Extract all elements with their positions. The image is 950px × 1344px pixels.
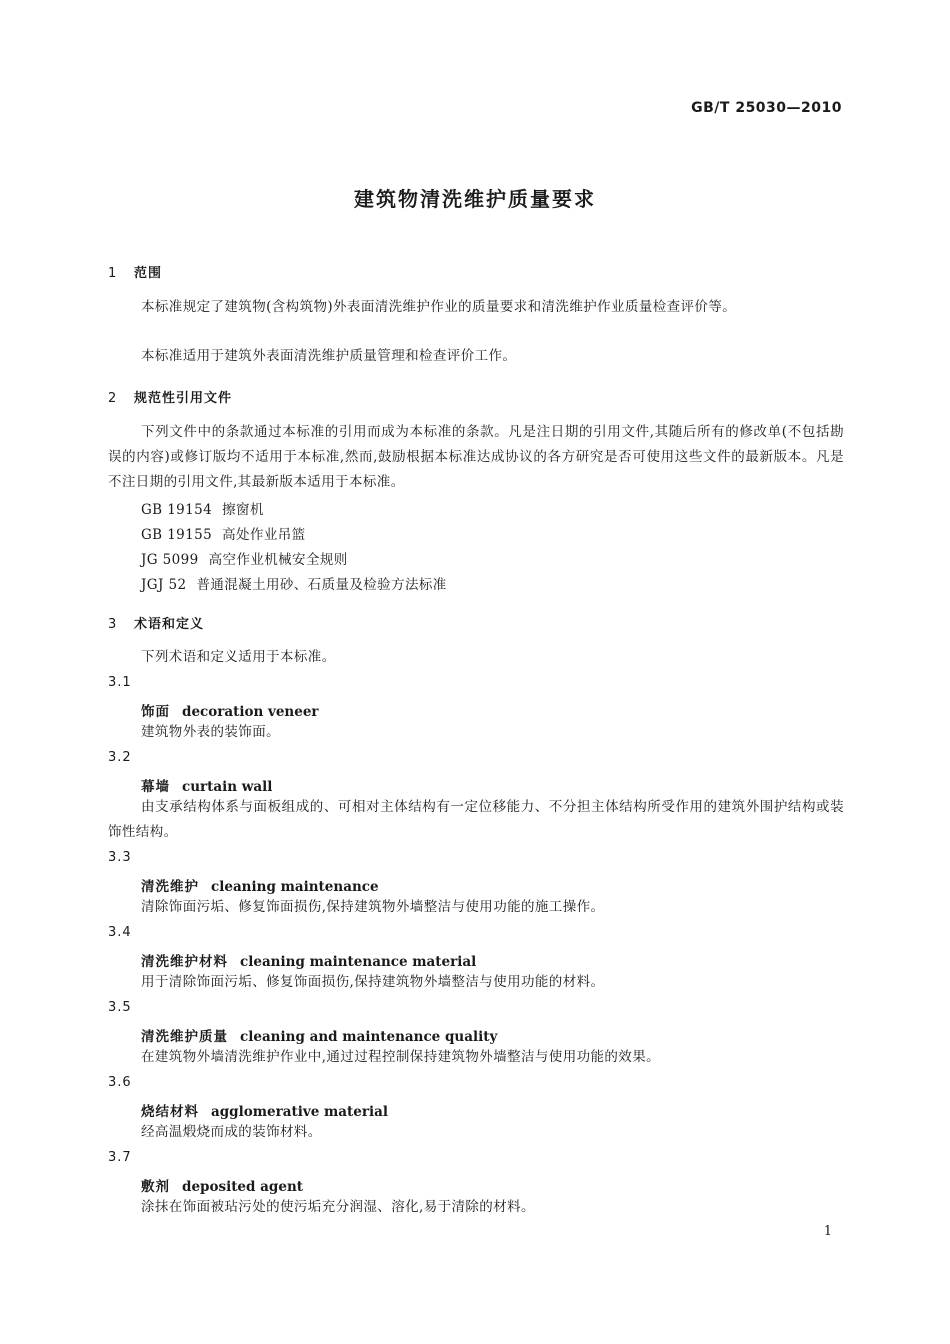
term-number: 3.7 (108, 1150, 132, 1165)
reference-name: 普通混凝土用砂、石质量及检验方法标准 (196, 577, 447, 593)
reference-code: JG 5099 (141, 552, 199, 568)
reference-item (141, 548, 348, 568)
term-number: 3.2 (108, 750, 132, 765)
term-heading (141, 700, 319, 720)
reference-name: 高处作业吊篮 (222, 527, 306, 543)
term-english: cleaning maintenance (211, 879, 379, 895)
term-english: deposited agent (182, 1179, 303, 1195)
term-english: curtain wall (182, 779, 273, 795)
section-title: 术语和定义 (134, 617, 205, 632)
term-heading (141, 1100, 388, 1120)
term-definition: 清除饰面污垢、修复饰面损伤,保持建筑物外墙整洁与使用功能的施工操作。 (141, 899, 605, 915)
term-definition: 建筑物外表的装饰面。 (141, 724, 280, 740)
term-english: cleaning maintenance material (240, 954, 477, 970)
term-definition: 经高温煅烧而成的装饰材料。 (141, 1124, 322, 1140)
term-heading (141, 875, 379, 895)
section-number: 1 (108, 266, 118, 281)
term-heading (141, 1025, 497, 1045)
term-chinese: 饰面 (141, 704, 170, 720)
term-number: 3.3 (108, 850, 132, 865)
reference-code: GB 19155 (141, 527, 213, 543)
section-3-heading (108, 613, 204, 632)
term-english: agglomerative material (211, 1104, 388, 1120)
section-1-heading (108, 262, 162, 281)
term-number: 3.1 (108, 675, 132, 690)
section-title: 规范性引用文件 (134, 391, 233, 406)
section-2-heading (108, 387, 232, 406)
term-number: 3.5 (108, 1000, 132, 1015)
term-definition: 由支承结构体系与面板组成的、可相对主体结构有一定位移能力、不分担主体结构所受作用的建筑外围护结构或装饰性结构。 (108, 799, 844, 840)
reference-item (141, 523, 306, 543)
term-heading (141, 1175, 303, 1195)
term-definition: 用于清除饰面污垢、修复饰面损伤,保持建筑物外墙整洁与使用功能的材料。 (141, 974, 605, 990)
document-title: 建筑物清洗维护质量要求 (354, 187, 596, 211)
reference-item (141, 573, 447, 593)
term-chinese: 烧结材料 (141, 1104, 199, 1120)
term-chinese: 清洗维护质量 (141, 1029, 228, 1045)
section-title: 范围 (134, 266, 163, 281)
term-chinese: 清洗维护材料 (141, 954, 228, 970)
section-1-paragraph-2: 本标准适用于建筑外表面清洗维护质量管理和检查评价工作。 (141, 348, 517, 364)
term-number: 3.4 (108, 925, 132, 940)
section-number: 3 (108, 617, 118, 632)
section-1-paragraph-1: 本标准规定了建筑物(含构筑物)外表面清洗维护作业的质量要求和清洗维护作业质量检查评价等。 (141, 299, 737, 315)
term-heading (141, 950, 476, 970)
term-definition: 在建筑物外墙清洗维护作业中,通过过程控制保持建筑物外墙整洁与使用功能的效果。 (141, 1049, 660, 1065)
reference-code: JGJ 52 (141, 577, 187, 593)
term-english: decoration veneer (182, 704, 319, 720)
reference-name: 高空作业机械安全规则 (208, 552, 348, 568)
reference-code: GB 19154 (141, 502, 213, 518)
term-definition: 涂抹在饰面被玷污处的使污垢充分润湿、溶化,易于清除的材料。 (141, 1199, 535, 1215)
term-english: cleaning and maintenance quality (240, 1029, 498, 1045)
term-number: 3.6 (108, 1075, 132, 1090)
standard-number: GB/T 25030—2010 (691, 100, 842, 116)
section-2-paragraph-1: 下列文件中的条款通过本标准的引用而成为本标准的条款。凡是注日期的引用文件,其随后所有的修改单(不包括勘误的内容)或修订版均不适用于本标准,然而,鼓励根据本标准达成协议的各方研究是否可使用这些文件的最新版本。凡是不注日期的引用文件,其最新版本适用于本标准。 (108, 424, 844, 490)
term-chinese: 清洗维护 (141, 879, 199, 895)
term-heading (141, 775, 272, 795)
section-number: 2 (108, 391, 118, 406)
page-number: 1 (823, 1224, 832, 1239)
reference-item (141, 498, 264, 518)
term-chinese: 敷剂 (141, 1179, 170, 1195)
term-chinese: 幕墙 (141, 779, 170, 795)
reference-name: 擦窗机 (222, 502, 264, 518)
section-3-intro: 下列术语和定义适用于本标准。 (141, 649, 336, 665)
